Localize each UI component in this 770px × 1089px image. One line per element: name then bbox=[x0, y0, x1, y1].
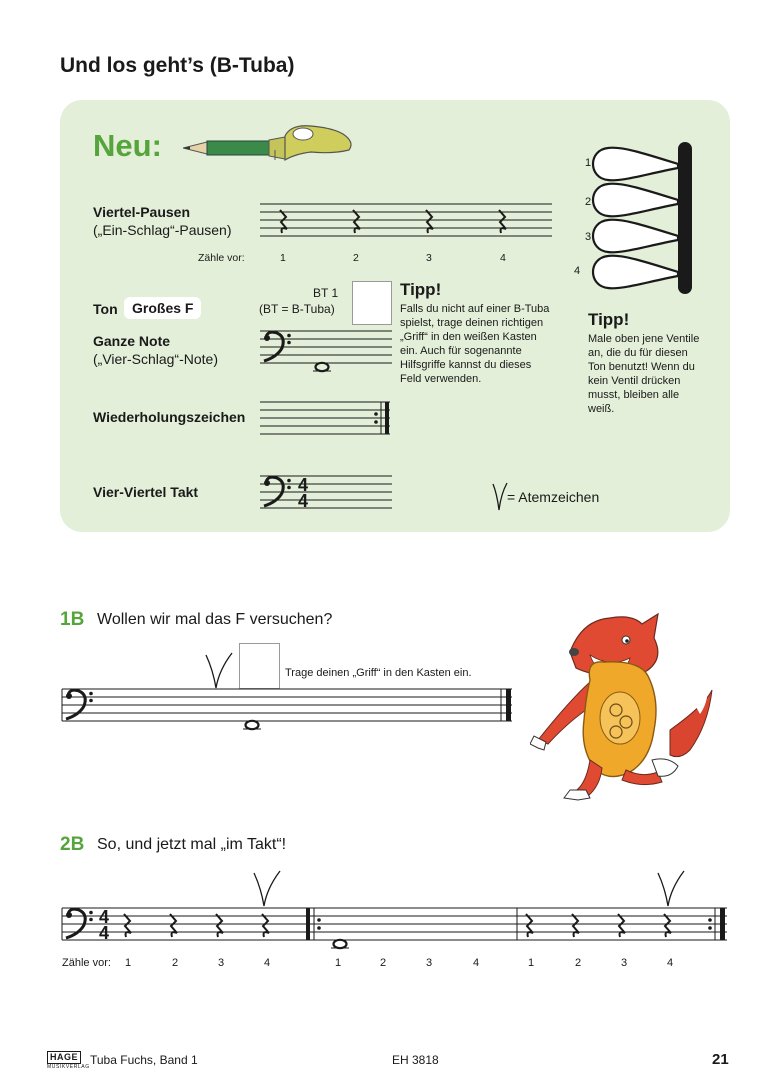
exercise-1b-title: Wollen wir mal das F versuchen? bbox=[97, 611, 333, 628]
breath-mark-icon bbox=[253, 870, 281, 908]
time-signature-4-4-icon bbox=[298, 475, 308, 511]
breath-mark-icon bbox=[492, 482, 508, 512]
time-signature-4-4-icon bbox=[99, 907, 109, 943]
exercise-2b-staff bbox=[62, 908, 732, 953]
viertel-pausen-sublabel: („Ein-Schlag“-Pausen) bbox=[93, 222, 232, 238]
count-number: 2 bbox=[172, 957, 179, 969]
pencil-mouthpiece-illustration bbox=[183, 120, 363, 170]
svg-text:4: 4 bbox=[298, 475, 309, 495]
griff-box[interactable] bbox=[239, 643, 280, 689]
count-number: 4 bbox=[264, 957, 271, 969]
valve-1-icon bbox=[593, 148, 678, 181]
neu-heading: Neu: bbox=[93, 128, 162, 163]
count-number: 4 bbox=[667, 957, 674, 969]
svg-text:4: 4 bbox=[99, 923, 110, 943]
valve-number: 3 bbox=[585, 231, 592, 243]
tipp1-text: Falls du nicht auf einer B-Tuba spielst, trage deinen richtigen „Griff“ in den weißen Kasten ein. Auch für sogenannte Hilfsgriffe kannst du dieses Feld verwenden. bbox=[400, 303, 550, 385]
tipp2-heading: Tipp! bbox=[588, 310, 630, 329]
count-number: 3 bbox=[218, 957, 225, 969]
fox-tuba-illustration bbox=[530, 610, 725, 810]
count-number: 2 bbox=[380, 957, 387, 969]
valve-4-icon bbox=[593, 256, 678, 289]
count-number: 1 bbox=[335, 957, 342, 969]
svg-text:4: 4 bbox=[298, 491, 309, 511]
griff-instruction: Trage deinen „Griff“ in den Kasten ein. bbox=[285, 667, 472, 679]
ganze-note-sublabel: („Vier-Schlag“-Note) bbox=[93, 351, 218, 367]
valve-2-icon bbox=[593, 184, 678, 217]
valve-number: 2 bbox=[585, 196, 592, 208]
valve-number: 1 bbox=[585, 157, 592, 169]
repeat-sign-staff bbox=[260, 402, 395, 438]
bt-explanation: (BT = B-Tuba) bbox=[259, 302, 335, 316]
zaehle-vor-label: Zähle vor: bbox=[198, 252, 245, 264]
count-number: 3 bbox=[426, 252, 432, 264]
takt-label: Vier-Viertel Takt bbox=[93, 484, 199, 500]
breath-mark-icon bbox=[205, 652, 233, 690]
count-number: 2 bbox=[353, 252, 359, 264]
whole-note-staff bbox=[260, 331, 395, 376]
count-number: 1 bbox=[280, 252, 286, 264]
count-number: 4 bbox=[473, 957, 480, 969]
ton-label: Ton bbox=[93, 301, 118, 317]
bt1-label: BT 1 bbox=[313, 286, 339, 300]
viertel-pausen-label: Viertel-Pausen bbox=[93, 204, 191, 220]
ton-value-pill: Großes F bbox=[124, 297, 201, 319]
ganze-note-label: Ganze Note bbox=[93, 333, 171, 349]
tipp1-heading: Tipp! bbox=[400, 280, 442, 299]
quarter-rest-symbols bbox=[124, 914, 671, 937]
count-number: 3 bbox=[621, 957, 628, 969]
atemzeichen-label: = Atemzeichen bbox=[507, 489, 600, 505]
griff-box[interactable] bbox=[352, 281, 392, 325]
publisher-logo-subtitle: MUSIKVERLAG bbox=[47, 1064, 90, 1070]
publisher-logo: HAGE bbox=[47, 1051, 81, 1064]
svg-text:4: 4 bbox=[99, 907, 110, 927]
wiederholung-label: Wiederholungszeichen bbox=[93, 409, 246, 425]
whole-note-icon bbox=[334, 940, 347, 948]
exercise-2b-number: 2B bbox=[60, 834, 85, 855]
count-number: 1 bbox=[125, 957, 132, 969]
count-number: 1 bbox=[528, 957, 535, 969]
whole-note-icon bbox=[316, 363, 329, 371]
footer-book-title: Tuba Fuchs, Band 1 bbox=[90, 1053, 198, 1067]
page-number: 21 bbox=[712, 1051, 729, 1068]
count-number: 4 bbox=[500, 252, 506, 264]
exercise-1b-staff bbox=[62, 689, 517, 734]
quarter-rest-staff bbox=[260, 204, 555, 240]
exercise-1b-number: 1B bbox=[60, 609, 85, 630]
valve-number: 4 bbox=[574, 265, 581, 277]
exercise-2b-title: So, und jetzt mal „im Takt“! bbox=[97, 836, 287, 853]
valve-3-icon bbox=[593, 220, 678, 253]
tipp2-text: Male oben jene Ventile an, die du für diesen Ton benutzt! Wenn du kein Ventil drücken musst, bleiben alle weiß. bbox=[588, 333, 700, 415]
page-title: Und los geht’s (B-Tuba) bbox=[60, 54, 295, 77]
footer-edition-code: EH 3818 bbox=[392, 1053, 439, 1067]
whole-note-icon bbox=[246, 721, 259, 729]
quarter-rest-symbols bbox=[280, 210, 506, 233]
zaehle-vor-label: Zähle vor: bbox=[62, 957, 111, 969]
count-number: 3 bbox=[426, 957, 433, 969]
breath-mark-icon bbox=[657, 870, 685, 908]
count-number: 2 bbox=[575, 957, 582, 969]
time-signature-staff bbox=[260, 476, 395, 512]
